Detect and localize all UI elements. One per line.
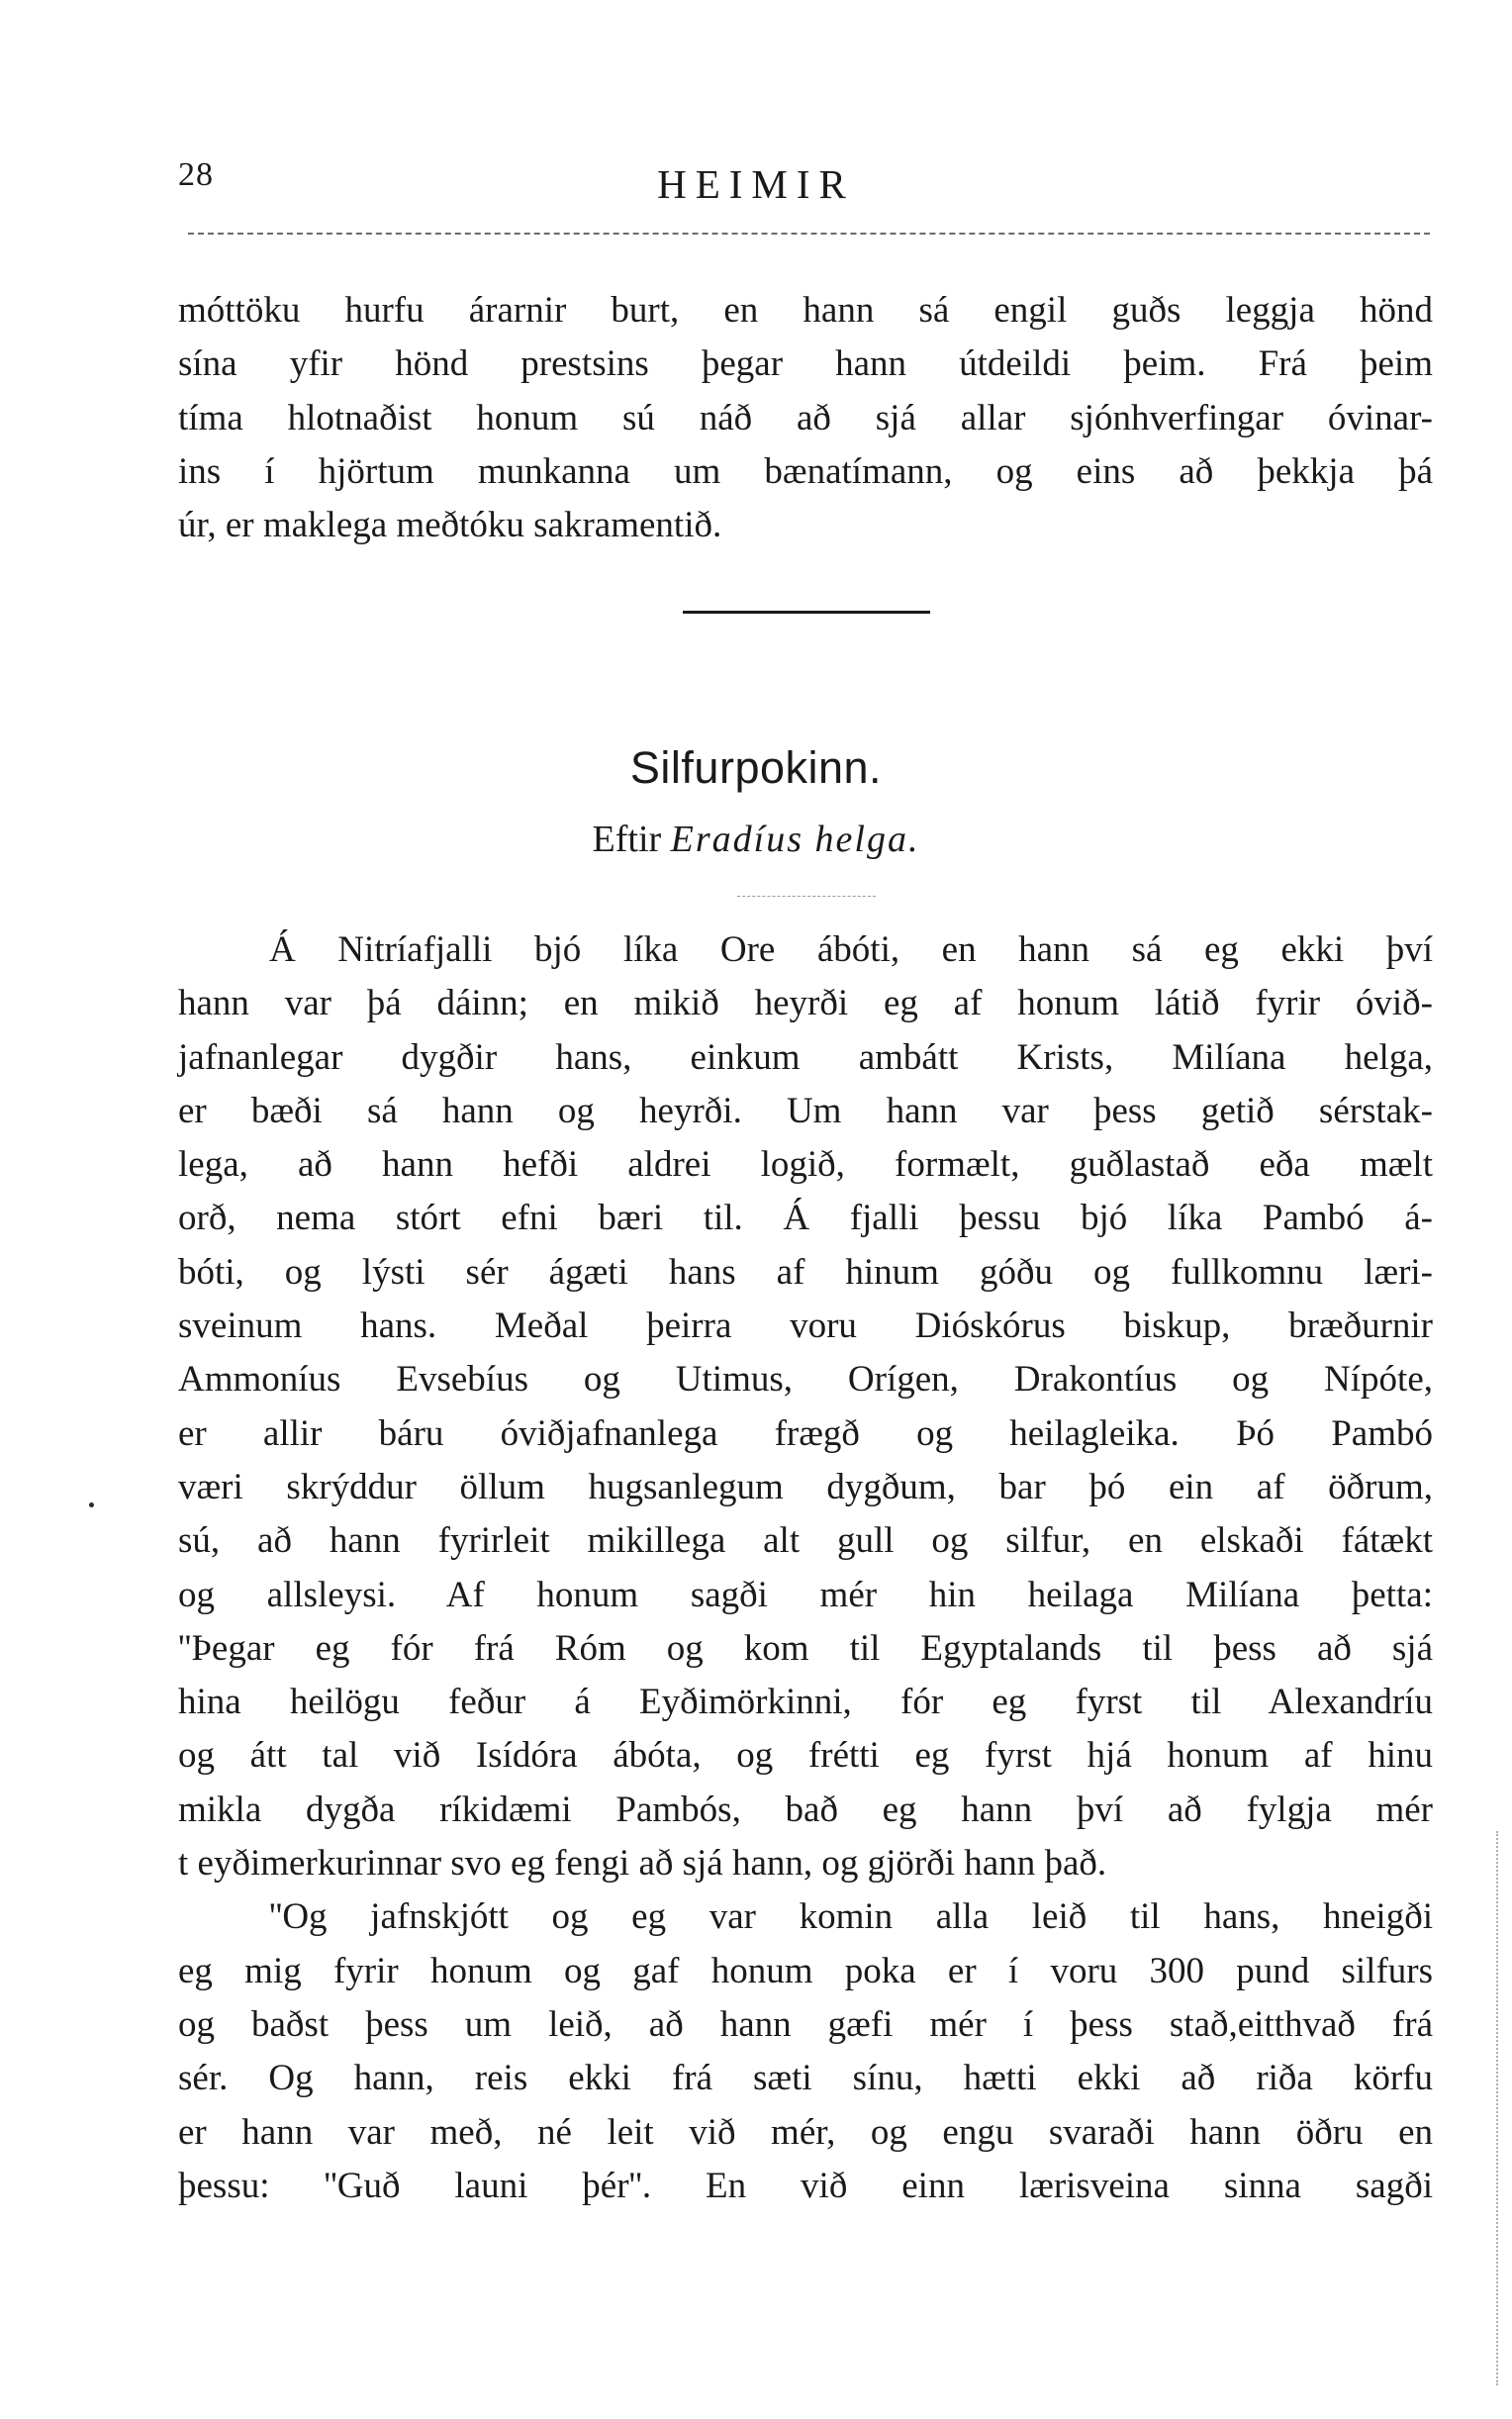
text-line: tíma hlotnaðist honum sú náð að sjá allar sjónhverfingar óvinar- <box>178 397 1433 438</box>
text-line: hann var þá dáinn; en mikið heyrði eg af honum látið fyrir óvið- <box>178 983 1433 1024</box>
text-line: sveinum hans. Meðal þeirra voru Dióskórus biskup, bræðurnir <box>178 1306 1433 1347</box>
text-line: ins í hjörtum munkanna um bænatímann, og eins að þekkja þá <box>178 450 1433 492</box>
page-number: 28 <box>178 156 214 193</box>
section-divider <box>683 611 930 614</box>
title-divider <box>737 896 876 897</box>
running-title: HEIMIR <box>657 161 855 207</box>
text-line: eg mig fyrir honum og gaf honum poka er í voru 300 pund silfurs <box>178 1950 1433 1991</box>
text-line: bóti, og lýsti sér ágæti hans af hinum góðu og fullkomnu læri- <box>178 1251 1433 1293</box>
text-line: og átt tal við Isídóra ábóta, og frétti eg fyrst hjá honum af hinu <box>178 1735 1433 1777</box>
article-title: Silfurpokinn. <box>629 742 883 793</box>
text-line: væri skrýddur öllum hugsanlegum dygðum, bar þó ein af öðrum, <box>178 1466 1433 1507</box>
text-line: ''Þegar eg fór frá Róm og kom til Egyptalands til þess að sjá <box>178 1627 1433 1669</box>
body-text <box>178 923 1433 2213</box>
text-line: hina heilögu feður á Eyðimörkinni, fór eg fyrst til Alexandríu <box>178 1682 1433 1723</box>
text-line: lega, að hann hefði aldrei logið, formælt, guðlastað eða mælt <box>178 1144 1433 1186</box>
header-rule <box>188 233 1430 235</box>
text-line: ''Og jafnskjótt og eg var komin alla leið til hans, hneigði <box>269 1896 1433 1938</box>
text-line: er bæði sá hann og heyrði. Um hann var þess getið sérstak- <box>178 1090 1433 1131</box>
text-line: móttöku hurfu árarnir burt, en hann sá engil guðs leggja hönd <box>178 290 1433 331</box>
text-line: Ammoníus Evsebíus og Utimus, Orígen, Drakontíus og Nípóte, <box>178 1359 1433 1401</box>
text-line: sér. Og hann, reis ekki frá sæti sínu, hætti ekki að riða körfu <box>178 2058 1433 2099</box>
text-line: er hann var með, né leit við mér, og engu svaraði hann öðru en <box>178 2111 1433 2153</box>
text-line: og baðst þess um leið, að hann gæfi mér í þess stað,eitthvað frá <box>178 2003 1433 2045</box>
text-line: mikla dygða ríkidæmi Pambós, bað eg hann því að fylgja mér <box>178 1789 1433 1830</box>
article-byline <box>0 818 1512 861</box>
text-line: Á Nitríafjalli bjó líka Ore ábóti, en hann sá eg ekki því <box>269 929 1433 970</box>
text-line: sú, að hann fyrirleit mikillega alt gull og silfur, en elskaði fátækt <box>178 1520 1433 1562</box>
text-line: og allsleysi. Af honum sagði mér hin heilaga Milíana þetta: <box>178 1574 1433 1615</box>
page-edge-mark <box>1496 1831 1500 2385</box>
paragraph-1 <box>178 284 1433 552</box>
byline-author: Eradíus helga. <box>670 819 920 860</box>
text-line: þessu: ''Guð launi þér''. En við einn lærisveina sinna sagði <box>178 2165 1433 2206</box>
byline-prefix: Eftir <box>592 819 662 860</box>
text-line: sína yfir hönd prestsins þegar hann útdeildi þeim. Frá þeim <box>178 343 1433 385</box>
text-line: orð, nema stórt efni bæri til. Á fjalli þessu bjó líka Pambó á- <box>178 1198 1433 1239</box>
text-line: jafnanlegar dygðir hans, einkum ambátt Krists, Milíana helga, <box>178 1036 1433 1078</box>
text-line: úr, er maklega meðtóku sakramentið. <box>178 505 722 546</box>
margin-speck <box>89 1502 94 1507</box>
text-line: er allir báru óviðjafnanlega frægð og heilagleika. Þó Pambó <box>178 1412 1433 1454</box>
text-line: t eyðimerkurinnar svo eg fengi að sjá hann, og gjörði hann það. <box>178 1843 1107 1885</box>
